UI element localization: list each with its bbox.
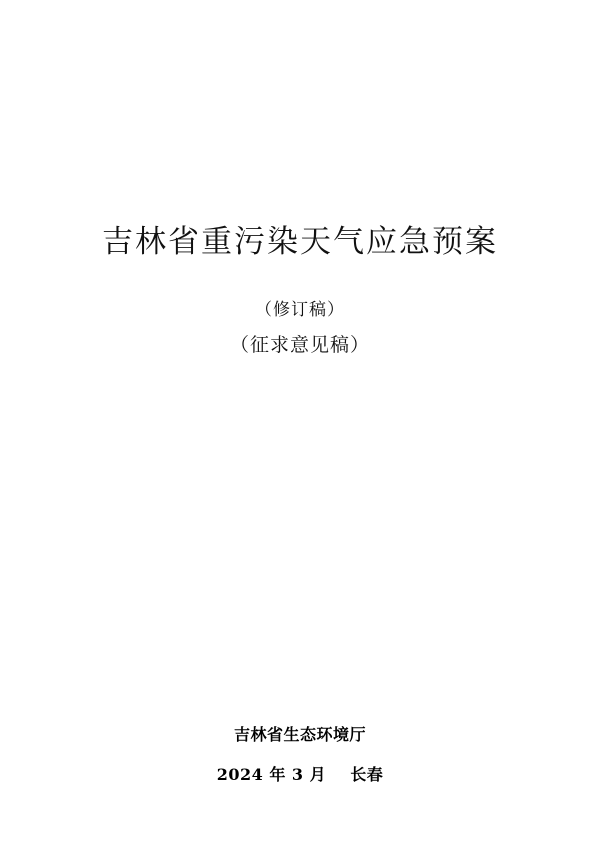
issue-place: 长春 [350, 764, 384, 784]
subtitle-block [0, 293, 600, 363]
footer-block [0, 722, 600, 787]
issue-date: 2024 年 3 月 [216, 764, 327, 784]
issuing-authority: 吉林省生态环境厅 [233, 725, 366, 744]
subtitle-revision: （修订稿） [255, 300, 345, 320]
subtitle-draft: （征求意见稿） [229, 334, 370, 356]
issue-date-line [0, 762, 600, 788]
page-title: 吉林省重污染天气应急预案 [102, 224, 498, 260]
title-block [0, 222, 600, 262]
